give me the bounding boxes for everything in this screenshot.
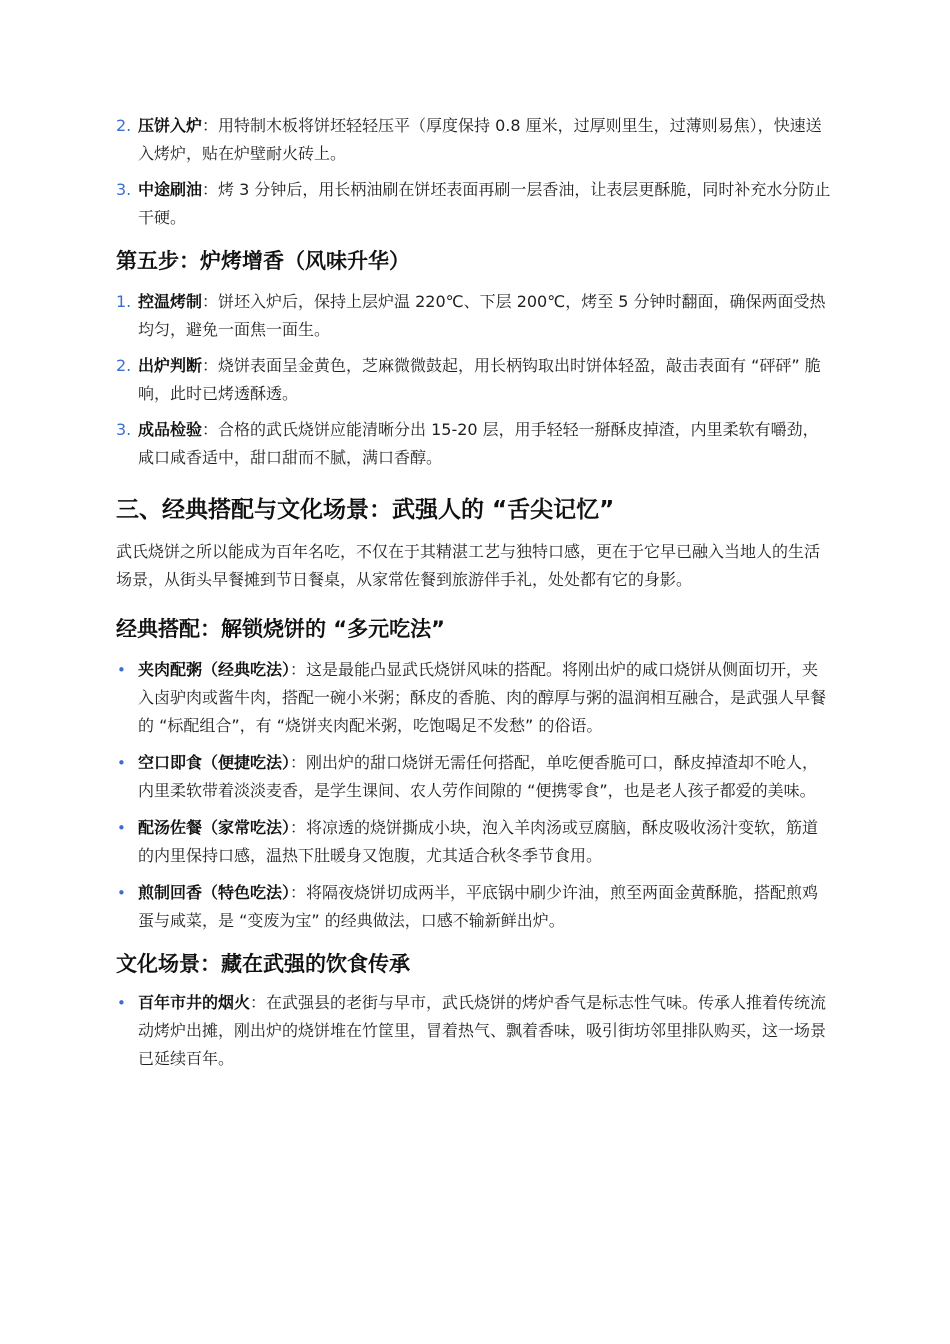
item-text: ：烤 3 分钟后，用长柄油刷在饼坯表面再刷一层香油，让表层更酥脆，同时补充水分防止干硬。 — [138, 180, 831, 227]
bullet: • — [117, 994, 126, 1012]
pairing-heading: 经典搭配：解锁烧饼的 “多元吃法” — [116, 617, 445, 641]
item-text: ：这是最能凸显武氏烧饼风味的搭配。将刚出炉的咸口烧饼从侧面切开，夹入卤驴肉或酱牛肉，搭配一碗小米粥；酥皮的香脆、肉的醇厚与粥的温润相互融合，是武强人早餐的 “标配组合”，有 “烧饼夹肉配米粥，吃饱喝足不发愁” 的俗语。 — [138, 660, 827, 735]
item-text: ：烧饼表面呈金黄色，芝麻微微鼓起，用长柄钩取出时饼体轻盈，敲击表面有 “砰砰” 脆响，此时已烤透酥透。 — [138, 356, 821, 403]
item-title: 出炉判断 — [138, 356, 203, 375]
list-item — [116, 989, 834, 1073]
list-number: 3. — [116, 180, 132, 199]
list-item — [116, 879, 834, 935]
list-number: 2. — [116, 116, 132, 135]
step4-list — [116, 112, 834, 232]
item-title: 压饼入炉 — [138, 116, 203, 135]
list-item — [116, 416, 834, 472]
culture-heading: 文化场景：藏在武强的饮食传承 — [116, 952, 410, 976]
item-title: 控温烤制 — [138, 292, 203, 311]
item-text: ：饼坯入炉后，保持上层炉温 220℃、下层 200℃，烤至 5 分钟时翻面，确保两面受热均匀，避免一面焦一面生。 — [138, 292, 826, 339]
item-title: 空口即食（便捷吃法） — [138, 753, 291, 772]
list-item — [116, 288, 834, 344]
document-page — [116, 112, 834, 1082]
list-item — [116, 352, 834, 408]
item-title: 夹肉配粥（经典吃法） — [138, 660, 291, 679]
culture-list — [116, 989, 834, 1073]
list-number: 1. — [116, 292, 132, 311]
pairing-list — [116, 656, 834, 935]
item-text: ：将凉透的烧饼撕成小块，泡入羊肉汤或豆腐脑，酥皮吸收汤汁变软，筋道的内里保持口感，温热下肚暖身又饱腹，尤其适合秋冬季节食用。 — [138, 818, 819, 865]
list-number: 3. — [116, 420, 132, 439]
item-title: 配汤佐餐（家常吃法） — [138, 818, 291, 837]
bullet: • — [117, 819, 126, 837]
list-item — [116, 749, 834, 805]
list-item — [116, 814, 834, 870]
item-title: 百年市井的烟火 — [138, 993, 251, 1012]
list-item — [116, 112, 834, 168]
bullet: • — [117, 661, 126, 679]
section3-heading: 三、经典搭配与文化场景：武强人的 “舌尖记忆” — [116, 497, 615, 523]
list-item — [116, 656, 834, 740]
item-text: ：用特制木板将饼坯轻轻压平（厚度保持 0.8 厘米，过厚则里生，过薄则易焦），快速送入烤炉，贴在炉壁耐火砖上。 — [138, 116, 822, 163]
item-title: 中途刷油 — [138, 180, 203, 199]
bullet: • — [117, 884, 126, 902]
item-text: ：合格的武氏烧饼应能清晰分出 15-20 层，用手轻轻一掰酥皮掉渣，内里柔软有嚼劲，咸口咸香适中，甜口甜而不腻，满口香醇。 — [138, 420, 819, 467]
item-title: 煎制回香（特色吃法） — [138, 883, 291, 902]
item-text: ：将隔夜烧饼切成两半，平底锅中刷少许油，煎至两面金黄酥脆，搭配煎鸡蛋与咸菜，是 “变废为宝” 的经典做法，口感不输新鲜出炉。 — [138, 883, 819, 930]
item-text: ：刚出炉的甜口烧饼无需任何搭配，单吃便香脆可口，酥皮掉渣却不呛人，内里柔软带着淡淡麦香，是学生课间、农人劳作间隙的 “便携零食”，也是老人孩子都爱的美味。 — [138, 753, 819, 800]
item-text: ：在武强县的老街与早市，武氏烧饼的烤炉香气是标志性气味。传承人推着传统流动烤炉出摊，刚出炉的烧饼堆在竹筐里，冒着热气、飘着香味，吸引街坊邻里排队购买，这一场景已延续百年。 — [138, 993, 827, 1068]
step5-list — [116, 288, 834, 472]
list-item — [116, 176, 834, 232]
bullet: • — [117, 754, 126, 772]
section3-intro: 武氏烧饼之所以能成为百年名吃，不仅在于其精湛工艺与独特口感，更在于它早已融入当地人的生活场景，从街头早餐摊到节日餐桌，从家常佐餐到旅游伴手礼，处处都有它的身影。 — [116, 542, 821, 589]
step5-heading: 第五步：炉烤增香（风味升华） — [116, 249, 410, 273]
list-number: 2. — [116, 356, 132, 375]
item-title: 成品检验 — [138, 420, 203, 439]
